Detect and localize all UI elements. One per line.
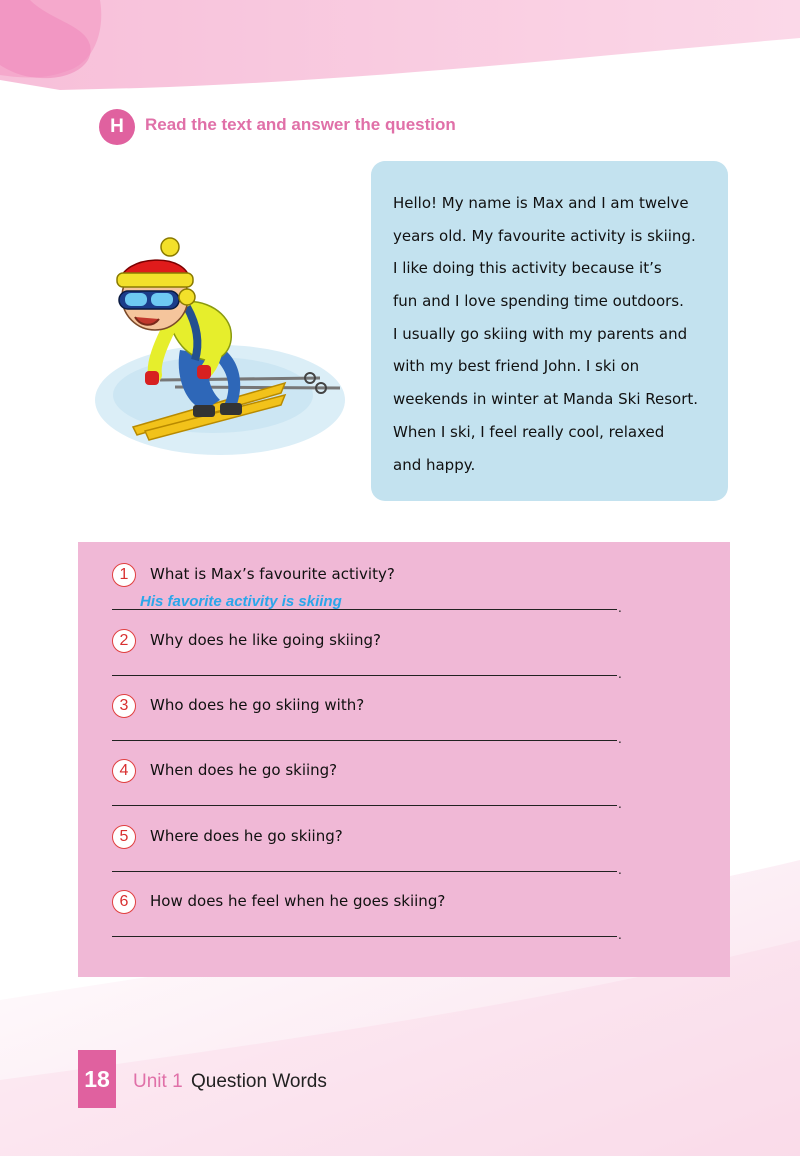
question-text: Why does he like going skiing? — [150, 631, 381, 649]
question-item — [112, 759, 632, 825]
question-item — [112, 629, 632, 695]
answer-period: . — [618, 863, 622, 877]
passage-line: years old. My favourite activity is skiing. — [393, 226, 696, 245]
passage-line: Hello! My name is Max and I am twelve — [393, 194, 689, 212]
question-text: When does he go skiing? — [150, 761, 338, 779]
answer-period: . — [618, 601, 622, 615]
question-number: 1 — [112, 563, 136, 587]
question-item — [112, 825, 632, 891]
answer-line[interactable] — [112, 805, 617, 806]
unit-label: Unit 1 — [133, 1071, 183, 1092]
question-text: Where does he go skiing? — [150, 827, 343, 845]
passage-line: I like doing this activity because it’s — [393, 259, 662, 278]
question-text: What is Max’s favourite activity? — [150, 565, 395, 583]
answer-line[interactable] — [112, 740, 617, 741]
answer-line[interactable] — [112, 936, 617, 937]
skier-illustration — [95, 235, 345, 460]
question-number: 5 — [112, 825, 136, 849]
section-title: Read the text and answer the question — [145, 115, 456, 134]
question-item — [112, 563, 632, 629]
reading-passage — [371, 161, 728, 501]
passage-line: with my best friend John. I ski on — [393, 357, 640, 376]
questions-panel — [78, 542, 730, 977]
passage-line: weekends in winter at Manda Ski Resort. — [393, 390, 699, 409]
question-item — [112, 890, 632, 956]
question-number: 6 — [112, 890, 136, 914]
answer-period: . — [618, 797, 622, 811]
unit-title: Question Words — [191, 1071, 327, 1092]
answer-period: . — [618, 667, 622, 681]
question-item — [112, 694, 632, 760]
page-number: 18 — [84, 1066, 110, 1092]
question-number: 2 — [112, 629, 136, 653]
answer-line[interactable] — [112, 871, 617, 872]
answer-period: . — [618, 928, 622, 942]
passage-line: and happy. — [393, 455, 476, 474]
passage-line: When I ski, I feel really cool, relaxed — [393, 422, 665, 441]
question-number: 3 — [112, 694, 136, 718]
answer-line[interactable] — [112, 609, 617, 610]
answer-line[interactable] — [112, 675, 617, 676]
question-text: How does he feel when he goes skiing? — [150, 892, 446, 910]
section-badge: H — [99, 109, 135, 145]
answer-text[interactable]: His favorite activity is skiing — [140, 593, 342, 610]
passage-line: I usually go skiing with my parents and — [393, 324, 688, 343]
question-text: Who does he go skiing with? — [150, 696, 365, 714]
passage-line: fun and I love spending time outdoors. — [393, 292, 684, 311]
answer-period: . — [618, 732, 622, 746]
question-number: 4 — [112, 759, 136, 783]
